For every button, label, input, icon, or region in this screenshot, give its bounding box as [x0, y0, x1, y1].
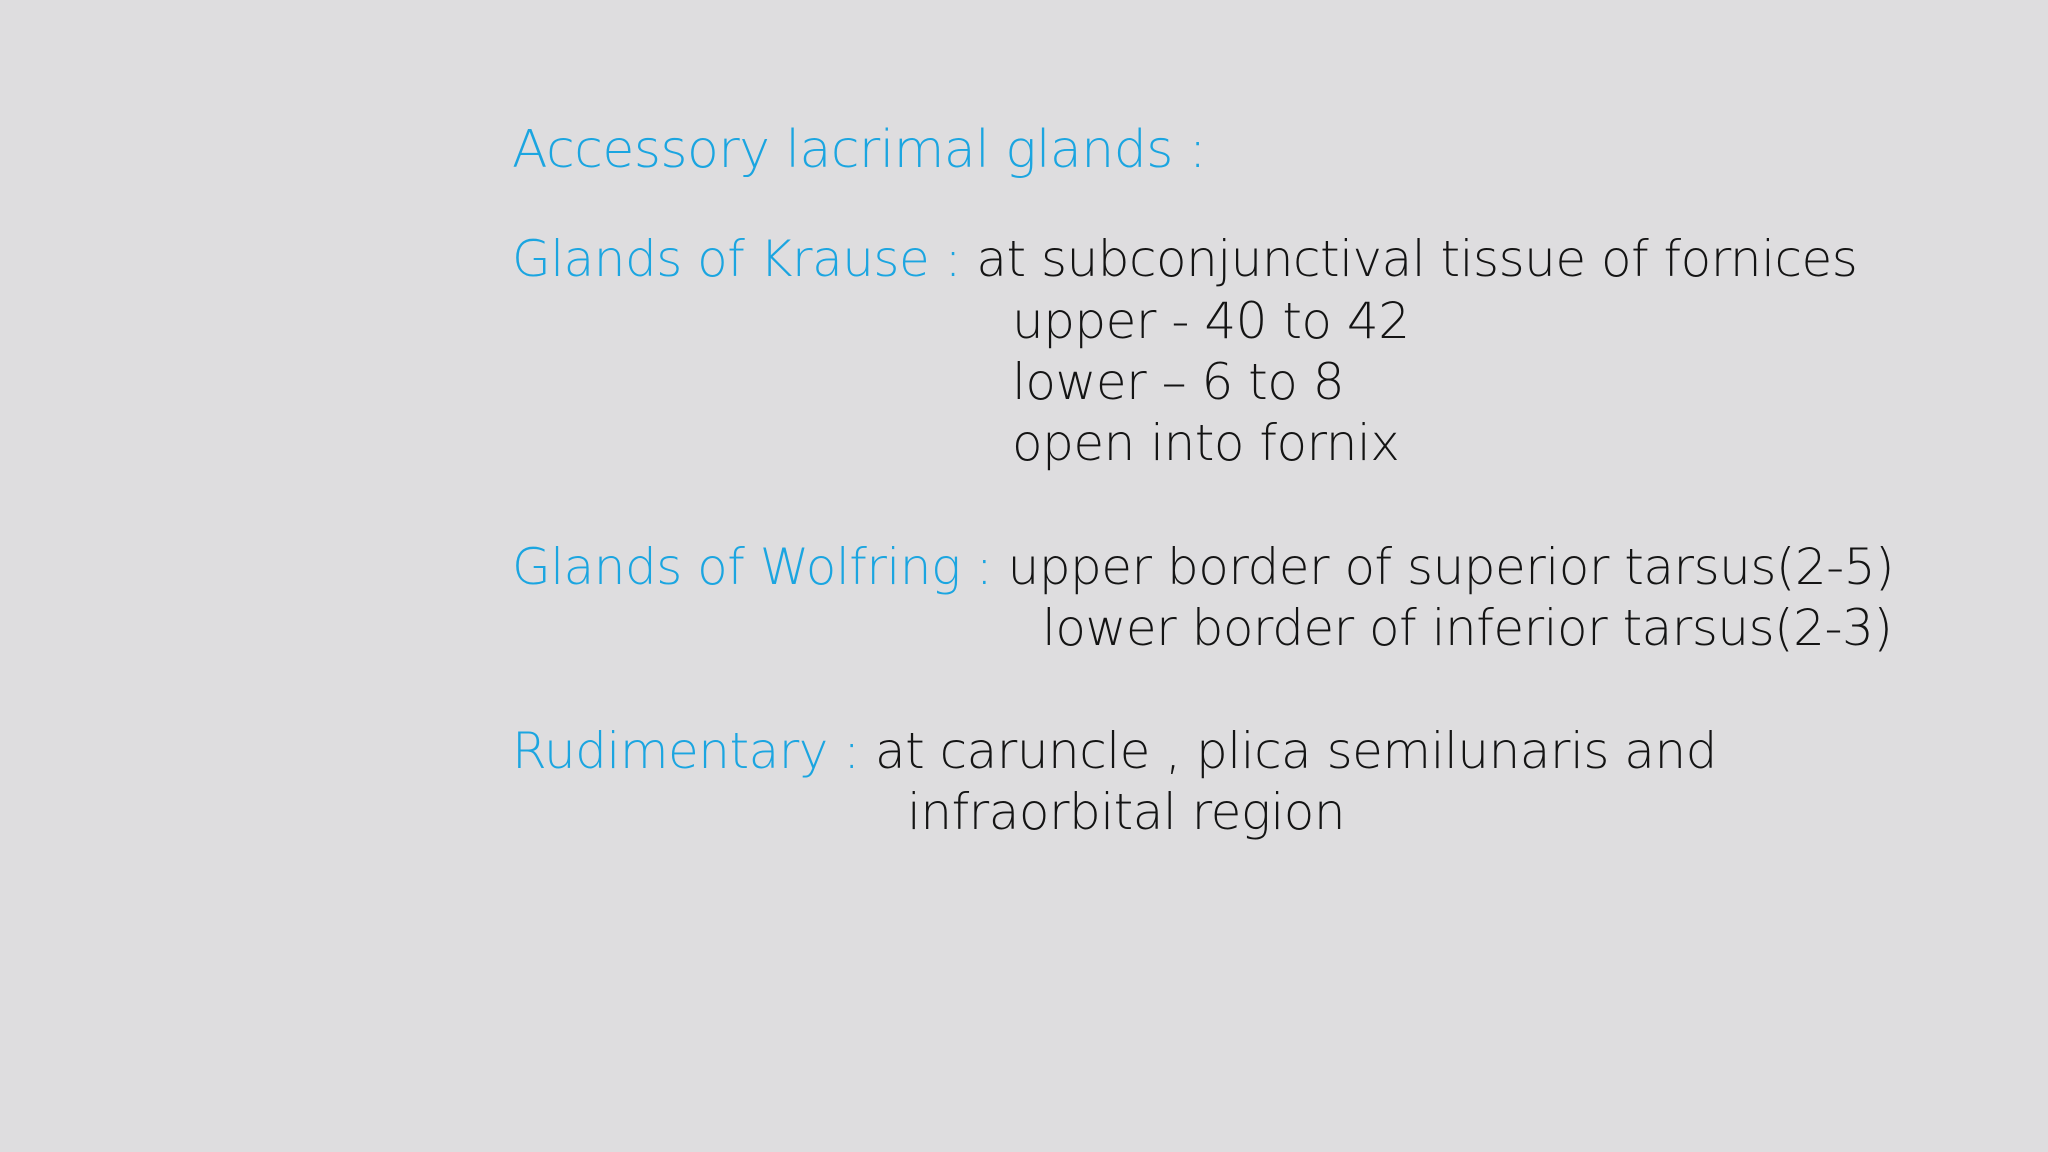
- rudimentary-label: Rudimentary :: [512, 722, 860, 780]
- wolfring-line-1: [512, 536, 1894, 598]
- krause-line-2: upper - 40 to 42: [1012, 292, 1410, 350]
- krause-label: Glands of Krause :: [512, 230, 961, 288]
- rudimentary-text-1: at caruncle , plica semilunaris and: [875, 722, 1717, 780]
- krause-line-3: lower – 6 to 8: [1012, 353, 1345, 411]
- slide-title: Accessory lacrimal glands :: [512, 120, 1206, 180]
- wolfring-line-2: lower border of inferior tarsus(2-3): [1042, 599, 1893, 657]
- wolfring-text-1: upper border of superior tarsus(2-5): [1007, 538, 1895, 596]
- wolfring-label: Glands of Wolfring :: [512, 538, 993, 596]
- krause-line-4: open into fornix: [1012, 414, 1400, 472]
- krause-text-1: at subconjunctival tissue of fornices: [976, 230, 1858, 288]
- rudimentary-line-2: infraorbital region: [907, 783, 1346, 841]
- krause-line-1: [512, 228, 1857, 290]
- rudimentary-line-1: [512, 720, 1717, 782]
